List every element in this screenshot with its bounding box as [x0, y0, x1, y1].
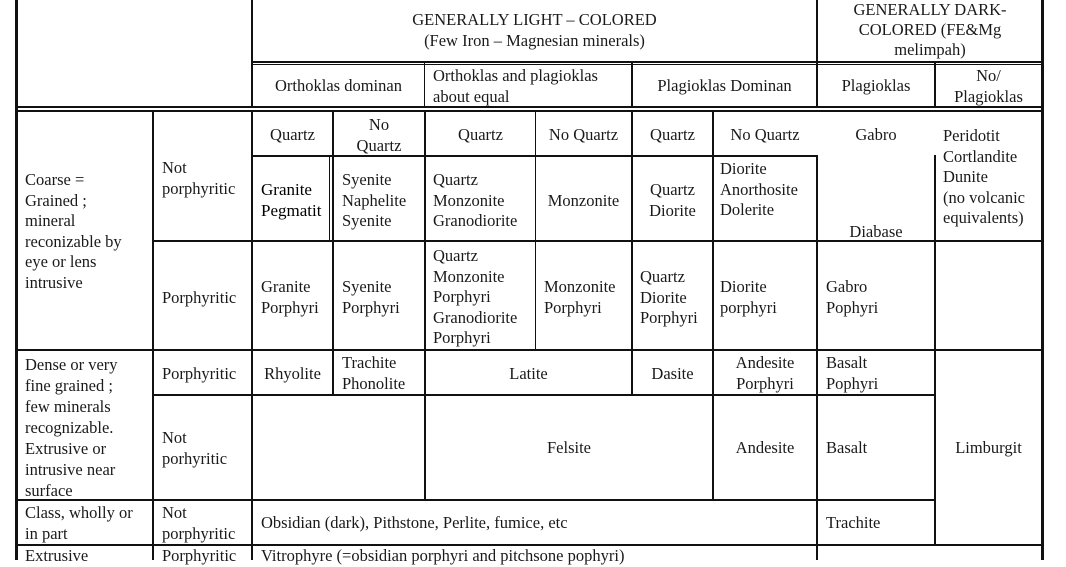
- orthoklas-dominan-header: Orthoklas dominan: [275, 76, 402, 95]
- not-porphyritic-label: Not porhyritic: [162, 428, 228, 468]
- peridotit-cell: Peridotit Cortlandite Dunite (no volcanic equivalents): [943, 126, 1026, 227]
- quartz-diorite-porphyri-cell: Quartz Diorite Porphyri: [640, 267, 698, 327]
- dasite-cell: Dasite: [651, 364, 694, 383]
- granite-pegmatit-cell: Granite Pegmatit: [261, 180, 322, 220]
- quartz-subheader: Quartz: [458, 125, 503, 144]
- dense-grained-label: Dense or very fine grained ; few minerals recognizable. Extrusive or intrusive near surface: [25, 355, 118, 500]
- plagioklas-header: Plagioklas: [841, 76, 911, 95]
- syenite-cell: Syenite Naphelite Syenite: [342, 170, 407, 230]
- felsite-cell: Felsite: [547, 438, 591, 457]
- gabro-pophyri-cell: Gabro Pophyri: [826, 277, 879, 317]
- obsidian-cell: Obsidian (dark), Pithstone, Perlite, fumice, etc: [261, 513, 568, 532]
- porphyritic-label: Porphyritic: [162, 288, 237, 307]
- gabro-cell: Gabro: [855, 125, 897, 144]
- not-porphyritic-label: Not porphyritic: [162, 503, 236, 543]
- basalt-cell: Basalt: [826, 438, 868, 457]
- quartz-monzonite-porphyri-cell: Quartz Monzonite Porphyri Granodiorite Porphyri: [433, 246, 518, 347]
- plagioklas-dominan-header: Plagioklas Dominan: [657, 76, 792, 95]
- monzonite-cell: Monzonite: [547, 191, 620, 210]
- diabase-cell: Diabase: [849, 222, 903, 241]
- rhyolite-cell: Rhyolite: [264, 364, 321, 383]
- vitrophyre-cell: Vitrophyre (=obsidian porphyri and pitchsone pophyri): [261, 546, 625, 565]
- orthoklas-plagioklas-header: Orthoklas and plagioklas about equal: [433, 66, 598, 106]
- basalt-pophyri-cell: Basalt Pophyri: [826, 353, 879, 393]
- syenite-porphyri-cell: Syenite Porphyri: [342, 277, 400, 317]
- coarse-grained-label: Coarse = Grained ; mineral reconizable by eye or lens intrusive: [25, 170, 122, 292]
- glass-label: Class, wholly or in part: [25, 503, 133, 543]
- diorite-cell: Diorite Anorthosite Dolerite: [720, 159, 798, 219]
- quartz-subheader: Quartz: [270, 125, 315, 144]
- no-quartz-subheader: No Quartz: [730, 125, 800, 144]
- no-quartz-subheader: No Quartz: [548, 125, 619, 144]
- not-porphyritic-label: Not porphyritic: [162, 158, 236, 198]
- quartz-diorite-cell: Quartz Diorite: [649, 180, 696, 220]
- no-plagioklas-header: No/ Plagioklas: [954, 66, 1023, 106]
- quartz-subheader: Quartz: [650, 125, 695, 144]
- limburgit-cell: Limburgit: [955, 438, 1022, 457]
- light-colored-header: GENERALLY LIGHT – COLORED (Few Iron – Magnesian minerals): [412, 10, 657, 50]
- porphyritic-label: Porphyritic: [162, 546, 237, 565]
- quartz-monzonite-cell: Quartz Monzonite Granodiorite: [433, 170, 518, 230]
- trachite-phonolite-cell: Trachite Phonolite: [342, 353, 406, 393]
- diorite-porphyri-cell: Diorite porphyri: [720, 277, 777, 317]
- extrusive-label: Extrusive: [25, 546, 89, 565]
- dark-colored-header: GENERALLY DARK- COLORED (FE&Mg melimpah): [853, 0, 1007, 59]
- porphyritic-label: Porphyritic: [162, 364, 237, 383]
- andesite-porphyri-cell: Andesite Porphyri: [735, 353, 795, 393]
- trachite-cell: Trachite: [826, 513, 881, 532]
- andesite-cell: Andesite: [735, 438, 795, 457]
- monzonite-porphyri-cell: Monzonite Porphyri: [544, 277, 616, 317]
- granite-porphyri-cell: Granite Porphyri: [261, 277, 319, 317]
- no-quartz-subheader: No Quartz: [356, 115, 402, 155]
- latite-cell: Latite: [509, 364, 548, 383]
